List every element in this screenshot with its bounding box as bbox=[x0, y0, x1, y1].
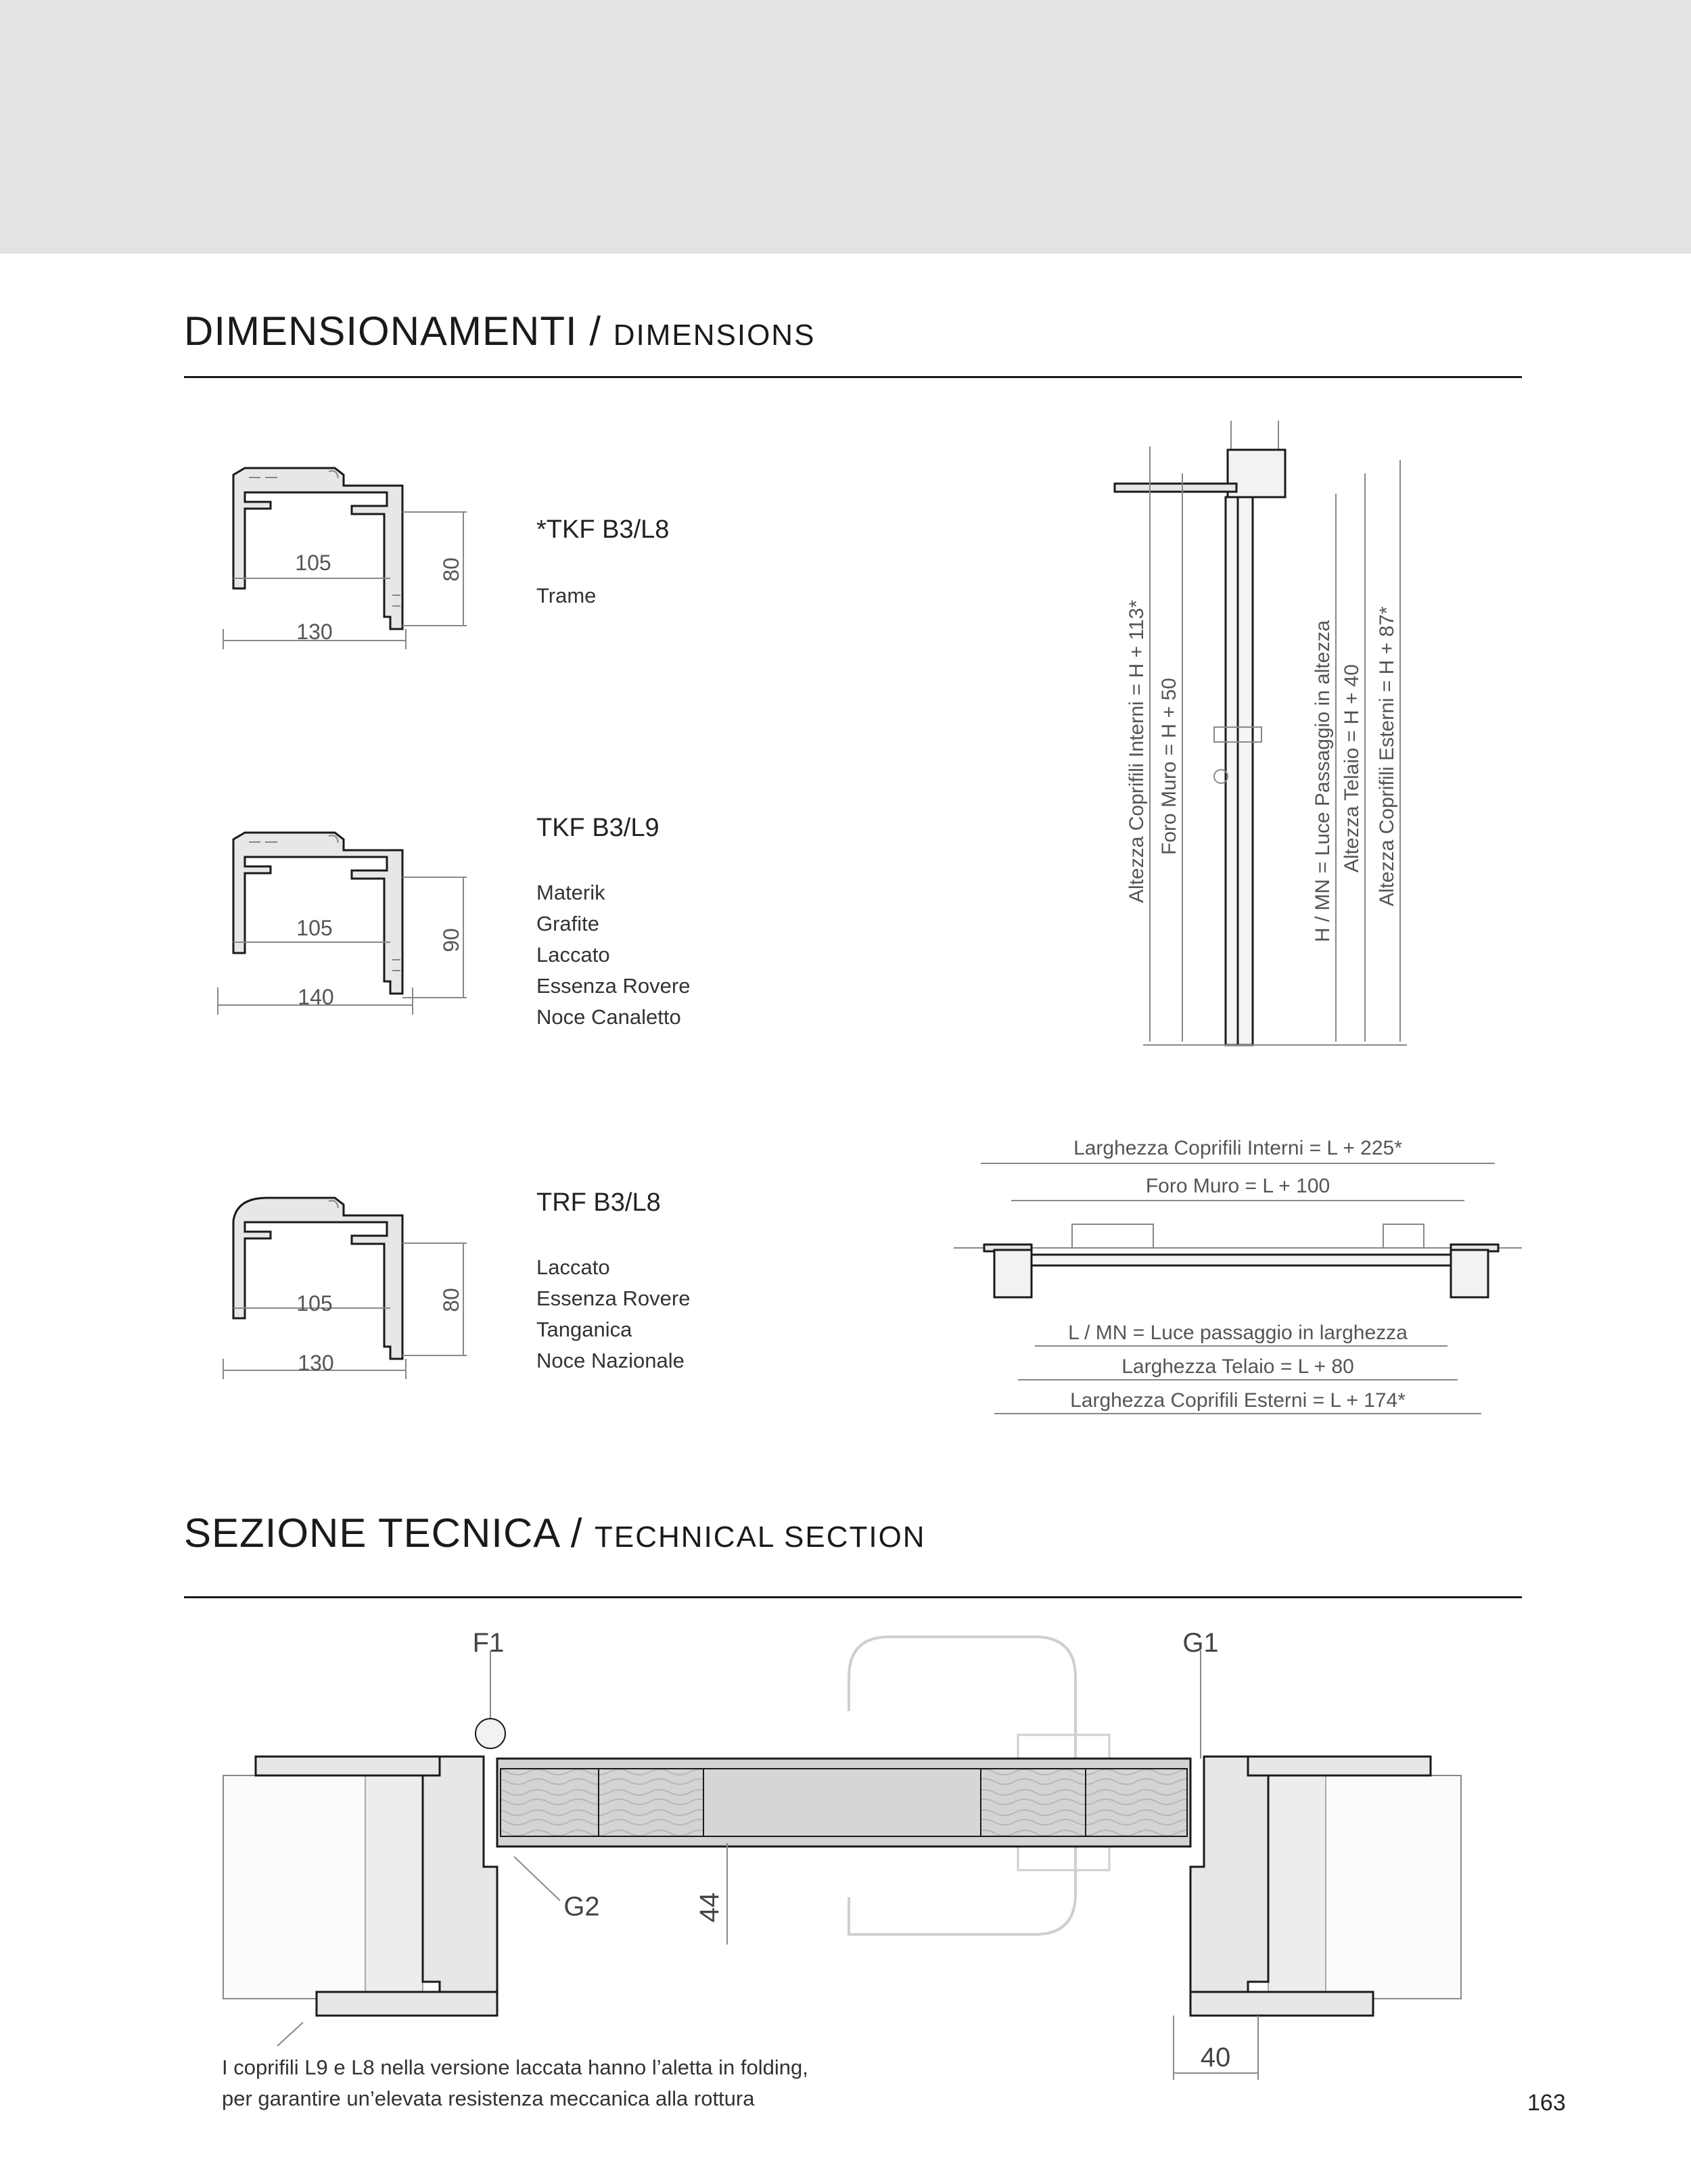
dim-inner-3: 105 bbox=[296, 1291, 333, 1316]
finish-item: Essenza Rovere bbox=[536, 974, 691, 998]
footnote bbox=[222, 2052, 808, 2114]
label-frame-width: 40 bbox=[1200, 2043, 1231, 2072]
technical-section-drawing bbox=[223, 1628, 1461, 2080]
horizontal-dim-1: Larghezza Coprifili Interni = L + 225* bbox=[1073, 1137, 1402, 1159]
product-name-3: TRF B3/L8 bbox=[536, 1188, 661, 1217]
footnote-line: per garantire un’elevata resistenza meccanica alla rottura bbox=[222, 2087, 755, 2110]
finish-item: Noce Canaletto bbox=[536, 1005, 681, 1029]
footnote-line: I coprifili L9 e L8 nella versione laccata hanno l’aletta in folding, bbox=[222, 2055, 808, 2079]
dim-height-1: 80 bbox=[439, 557, 463, 582]
vertical-dim-3: H / MN = Luce Passaggio in altezza bbox=[1312, 620, 1334, 942]
finish-item: Noce Nazionale bbox=[536, 1349, 685, 1372]
dim-height-3: 80 bbox=[439, 1288, 463, 1312]
section-dimensions-subtitle: DIMENSIONS bbox=[613, 319, 816, 352]
finish-item: Tanganica bbox=[536, 1318, 632, 1341]
dim-inner-1: 105 bbox=[295, 551, 331, 575]
dim-height-2: 90 bbox=[439, 928, 463, 952]
vertical-dim-1: Altezza Coprifili Interni = H + 113* bbox=[1126, 600, 1148, 903]
page-number: 163 bbox=[1527, 2090, 1566, 2116]
horizontal-section-drawing bbox=[954, 1137, 1522, 1414]
dim-outer-1: 130 bbox=[296, 620, 333, 644]
dim-outer-2: 140 bbox=[298, 985, 334, 1009]
label-f1: F1 bbox=[472, 1628, 505, 1658]
finish-item: Laccato bbox=[536, 1255, 610, 1279]
label-thickness: 44 bbox=[695, 1892, 724, 1923]
section-dimensions-title: DIMENSIONAMENTI bbox=[184, 308, 578, 354]
profile-drawing-3 bbox=[223, 1198, 467, 1379]
finish-item: Trame bbox=[536, 584, 597, 607]
dim-outer-3: 130 bbox=[298, 1351, 334, 1375]
finish-item: Essenza Rovere bbox=[536, 1286, 691, 1310]
label-g2: G2 bbox=[563, 1892, 600, 1922]
horizontal-dim-4: Larghezza Telaio = L + 80 bbox=[1121, 1355, 1354, 1378]
heading-separator: / bbox=[589, 308, 602, 354]
section-technical-title: SEZIONE TECNICA bbox=[184, 1510, 559, 1556]
heading-separator: / bbox=[570, 1510, 583, 1556]
finish-item: Laccato bbox=[536, 943, 610, 967]
profile-drawing-1 bbox=[223, 468, 467, 649]
vertical-dim-4: Altezza Telaio = H + 40 bbox=[1341, 664, 1363, 873]
label-g1: G1 bbox=[1182, 1628, 1219, 1658]
product-name-1: *TKF B3/L8 bbox=[536, 515, 670, 544]
vertical-dim-2: Foro Muro = H + 50 bbox=[1158, 678, 1180, 855]
horizontal-dim-5: Larghezza Coprifili Esterni = L + 174* bbox=[1070, 1389, 1406, 1412]
horizontal-dim-3: L / MN = Luce passaggio in larghezza bbox=[1068, 1322, 1408, 1344]
dim-inner-2: 105 bbox=[296, 916, 333, 940]
finish-item: Materik bbox=[536, 881, 605, 904]
section-technical-subtitle: TECHNICAL SECTION bbox=[595, 1520, 926, 1554]
finish-item: Grafite bbox=[536, 912, 600, 935]
horizontal-dim-2: Foro Muro = L + 100 bbox=[1145, 1175, 1330, 1197]
product-name-2: TKF B3/L9 bbox=[536, 814, 659, 842]
vertical-section-drawing bbox=[1115, 421, 1407, 1045]
vertical-dim-5: Altezza Coprifili Esterni = H + 87* bbox=[1376, 606, 1398, 906]
profile-drawing-2 bbox=[218, 833, 467, 1015]
